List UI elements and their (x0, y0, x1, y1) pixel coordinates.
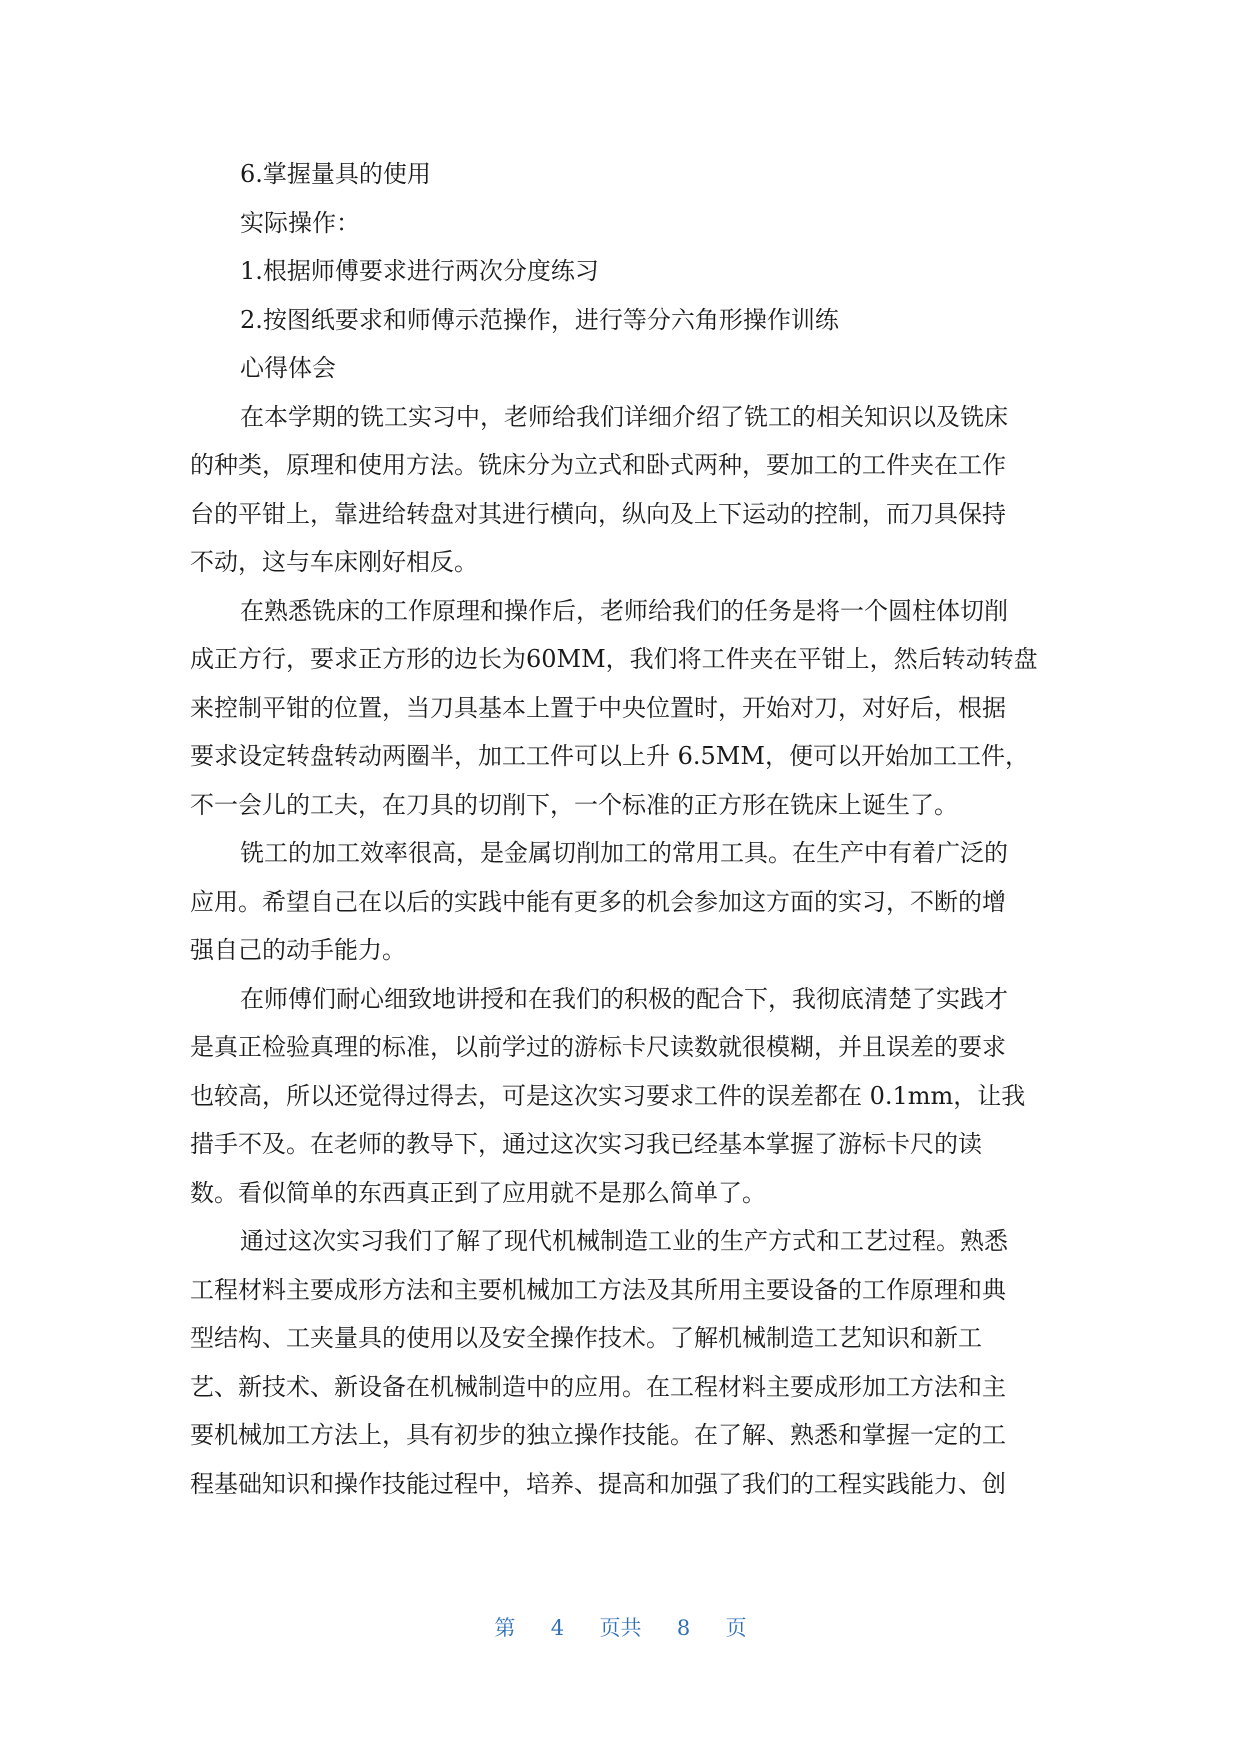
text-line: 数。看似简单的东西真正到了应用就不是那么简单了。 (190, 1178, 766, 1207)
text-line: 成正方行，要求正方形的边长为60MM，我们将工件夹在平钳上，然后转动转盘 (190, 645, 1038, 673)
paragraph-5 (190, 1217, 1050, 1508)
footer-mid: 页共 (599, 1616, 642, 1640)
text-line: 措手不及。在老师的教导下，通过这次实习我已经基本掌握了游标卡尺的读 (190, 1130, 982, 1158)
text-line: 程基础知识和操作技能过程中，培养、提高和加强了我们的工程实践能力、创 (190, 1469, 1006, 1498)
list-item: 2.按图纸要求和师傅示范操作，进行等分六角形操作训练 (240, 305, 839, 334)
text-line: 型结构、工夹量具的使用以及安全操作技术。了解机械制造工艺知识和新工 (190, 1324, 982, 1352)
paragraph-3 (190, 829, 1050, 975)
text-line: 来控制平钳的位置，当刀具基本上置于中央位置时，开始对刀，对好后，根据 (190, 693, 1006, 722)
section-label: 实际操作： (240, 208, 360, 237)
text-line: 应用。希望自己在以后的实践中能有更多的机会参加这方面的实习，不断的增 (190, 887, 1006, 916)
footer-prefix: 第 (494, 1616, 516, 1640)
text-line: 在本学期的铣工实习中，老师给我们详细介绍了铣工的相关知识以及铣床 (240, 402, 1008, 431)
text-line: 在师傅们耐心细致地讲授和在我们的积极的配合下，我彻底清楚了实践才 (240, 984, 1008, 1013)
text-line: 也较高，所以还觉得过得去，可是这次实习要求工件的误差都在 0.1mm，让我 (190, 1081, 1026, 1110)
text-line: 在熟悉铣床的工作原理和操作后，老师给我们的任务是将一个圆柱体切削 (240, 596, 1008, 625)
list-item: 1.根据师傅要求进行两次分度练习 (240, 257, 599, 285)
paragraph-2 (190, 587, 1050, 830)
total-page-number: 8 (676, 1616, 691, 1640)
text-line: 不动，这与车床刚好相反。 (190, 548, 478, 576)
text-line: 通过这次实习我们了解了现代机械制造工业的生产方式和工艺过程。熟悉 (240, 1227, 1008, 1255)
text-line: 工程材料主要成形方法和主要机械加工方法及其所用主要设备的工作原理和典 (190, 1275, 1006, 1304)
paragraph-4 (190, 975, 1050, 1218)
text-line: 台的平钳上，靠进给转盘对其进行横向，纵向及上下运动的控制，而刀具保持 (190, 499, 1006, 528)
section-heading: 心得体会 (240, 354, 336, 382)
list-item: 6.掌握量具的使用 (240, 160, 431, 188)
page-footer (0, 1612, 1241, 1642)
current-page-number: 4 (550, 1616, 565, 1640)
text-line: 要求设定转盘转动两圈半，加工工件可以上升 6.5MM，便可以开始加工工件， (190, 742, 1029, 770)
text-line: 的种类，原理和使用方法。铣床分为立式和卧式两种，要加工的工件夹在工作 (190, 451, 1006, 479)
paragraph-1 (190, 393, 1050, 587)
text-line: 铣工的加工效率很高，是金属切削加工的常用工具。在生产中有着广泛的 (240, 839, 1008, 867)
document-body (190, 150, 1050, 1508)
text-line: 强自己的动手能力。 (190, 936, 406, 964)
footer-suffix: 页 (725, 1616, 747, 1640)
text-line: 不一会儿的工夫，在刀具的切削下，一个标准的正方形在铣床上诞生了。 (190, 790, 958, 819)
text-line: 是真正检验真理的标准，以前学过的游标卡尺读数就很模糊，并且误差的要求 (190, 1033, 1006, 1061)
text-line: 要机械加工方法上，具有初步的独立操作技能。在了解、熟悉和掌握一定的工 (190, 1421, 1006, 1449)
text-line: 艺、新技术、新设备在机械制造中的应用。在工程材料主要成形加工方法和主 (190, 1372, 1006, 1401)
